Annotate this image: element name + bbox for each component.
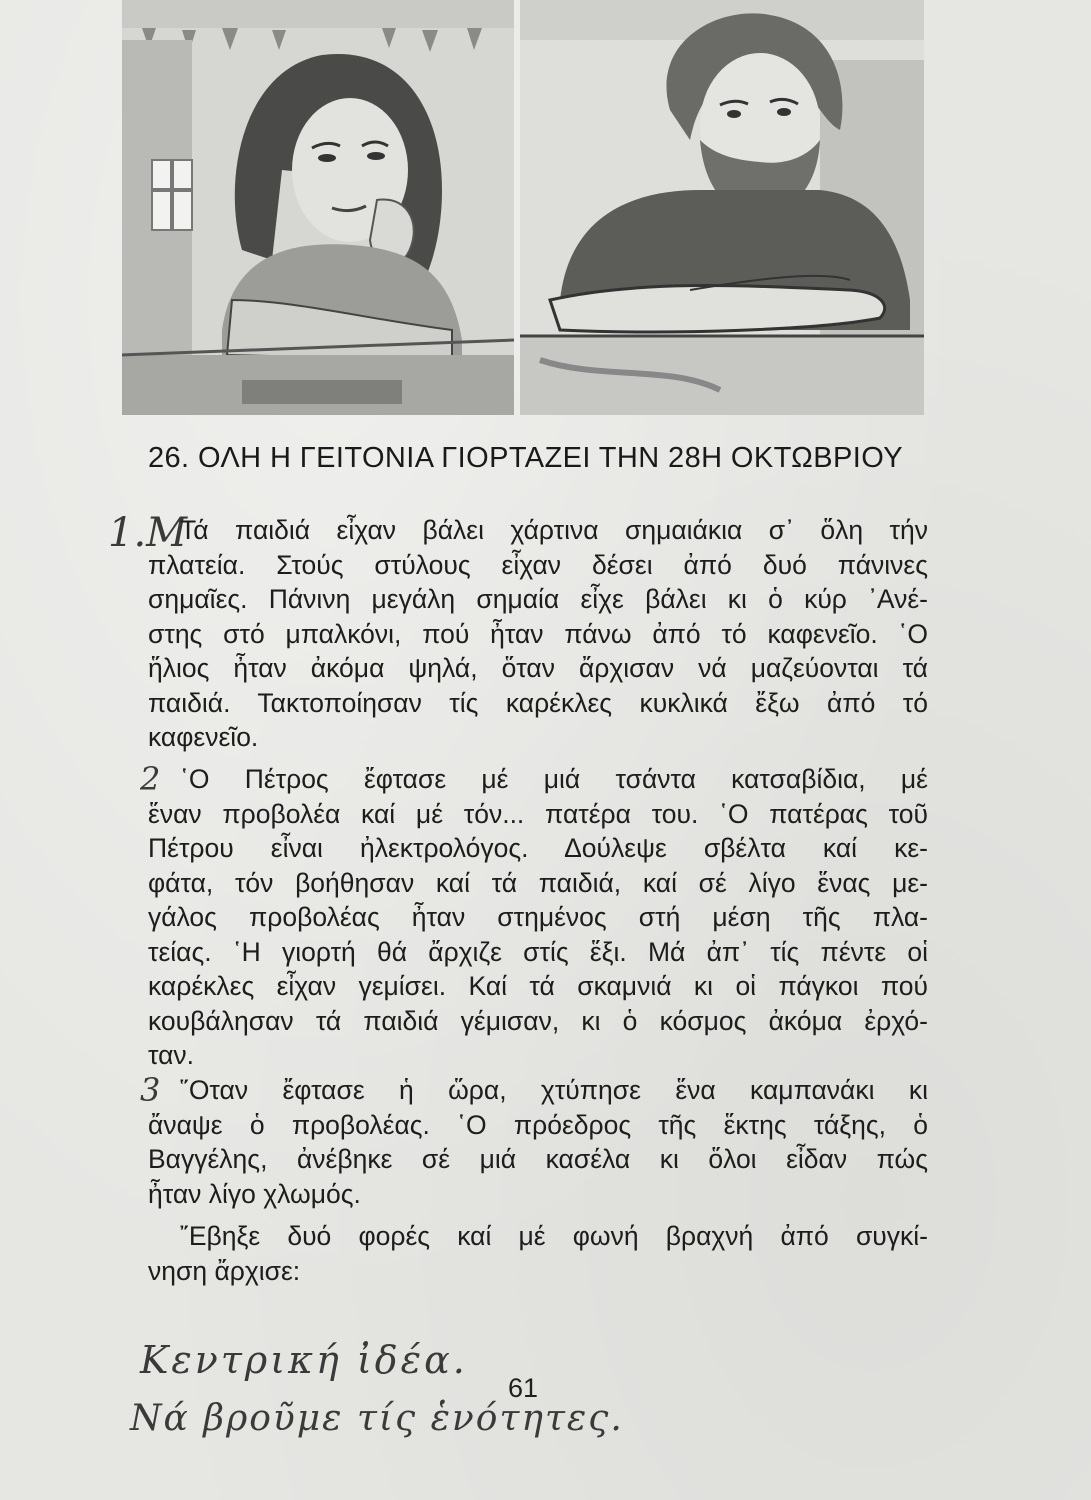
paragraph-2 bbox=[148, 762, 928, 1073]
handwritten-section-marker-1: 1.Μ bbox=[108, 510, 188, 556]
paragraph-line: ἥλιος ἦταν ἀκόμα ψηλά, ὅταν ἄρχισαν νά μαζεύονται τά bbox=[148, 653, 928, 683]
paragraph-3 bbox=[148, 1073, 928, 1211]
paragraph-line: Πέτρου εἶναι ἠλεκτρολόγος. Δούλεψε σβέλτα καί κε- bbox=[148, 833, 928, 863]
paragraph-line: ῎Εβηξε δυό φορές καί μέ φωνή βραχνή ἀπό συγκί- bbox=[180, 1221, 928, 1251]
paragraph-line: ῾Ο Πέτρος ἔφτασε μέ μιά τσάντα κατσαβίδια, μέ bbox=[180, 764, 928, 794]
paragraph-4 bbox=[148, 1219, 928, 1288]
handwritten-section-marker-2: 2 bbox=[140, 760, 161, 798]
bearded-man-portrait-illustration-icon bbox=[520, 0, 924, 415]
paragraph-line: πλατεία. Στούς στύλους εἶχαν δέσει ἀπό δυό πάνινες bbox=[148, 549, 928, 580]
paragraph-line: Τά παιδιά εἶχαν βάλει χάρτινα σημαιάκια σ᾽ ὅλη τήν bbox=[180, 515, 928, 545]
paragraph-line: στης στό μπαλκόνι, πού ἦταν πάνω ἀπό τό καφενεῖο. ῾Ο bbox=[148, 618, 928, 649]
paragraph-line: ἦταν λίγο χλωμός. bbox=[148, 1178, 361, 1209]
paragraph-line: γάλος προβολέας ἦταν στημένος στή μέση τῆς πλα- bbox=[148, 902, 928, 932]
handwritten-section-marker-3: 3 bbox=[140, 1071, 161, 1109]
paragraph-line: ταν. bbox=[148, 1040, 195, 1070]
paragraph-line: σημαῖες. Πάνινη μεγάλη σημαία εἶχε βάλει κι ὁ κύρ ᾽Ανέ- bbox=[148, 584, 928, 614]
paragraph-line: νηση ἄρχισε: bbox=[148, 1255, 301, 1286]
paragraph-line: καφενεῖο. bbox=[148, 722, 259, 752]
paragraph-line: τείας. ῾Η γιορτή θά ἄρχιζε στίς ἕξι. Μά ἀπ᾽ τίς πέντε οἱ bbox=[148, 936, 928, 967]
girl-portrait-illustration-icon bbox=[122, 0, 514, 415]
handwritten-note-main-idea: Κεντρική ἰδέα. bbox=[140, 1338, 468, 1382]
paragraph-line: Βαγγέλης, ἀνέβηκε σέ μιά κασέλα κι ὅλοι εἶδαν πώς bbox=[148, 1144, 928, 1174]
paragraph-line: φάτα, τόν βοήθησαν καί τά παιδιά, καί σέ λίγο ἕνας με- bbox=[148, 867, 928, 898]
paragraph-line: ῞Οταν ἔφτασε ἡ ὥρα, χτύπησε ἕνα καμπανάκι κι bbox=[180, 1075, 928, 1105]
paragraph-line: ἄναψε ὁ προβολέας. ῾Ο πρόεδρος τῆς ἕκτης τάξης, ὁ bbox=[148, 1109, 928, 1140]
paragraph-line: κουβάλησαν τά παιδιά γέμισαν, κι ὁ κόσμος ἀκόμα ἐρχό- bbox=[148, 1005, 928, 1036]
handwritten-note-find-sections: Νά βροῦμε τίς ἑνότητες. bbox=[130, 1398, 624, 1439]
page-number: 61 bbox=[508, 1373, 539, 1403]
chapter-title: 26. ΟΛΗ Η ΓΕΙΤΟΝΙΑ ΓΙΟΡΤΑΖΕΙ ΤΗΝ 28Η ΟΚΤΩΒΡΙΟΥ bbox=[148, 442, 903, 474]
paragraph-1 bbox=[148, 513, 928, 755]
paragraph-line: καρέκλες εἶχαν γεμίσει. Καί τά σκαμνιά κι οἱ πάγκοι πού bbox=[148, 971, 928, 1001]
paragraph-line: ἕναν προβολέα καί μέ τόν... πατέρα του. ῾Ο πατέρας τοῦ bbox=[148, 798, 928, 829]
paragraph-line: παιδιά. Τακτοποίησαν τίς καρέκλες κυκλικά ἔξω ἀπό τό bbox=[148, 687, 928, 718]
